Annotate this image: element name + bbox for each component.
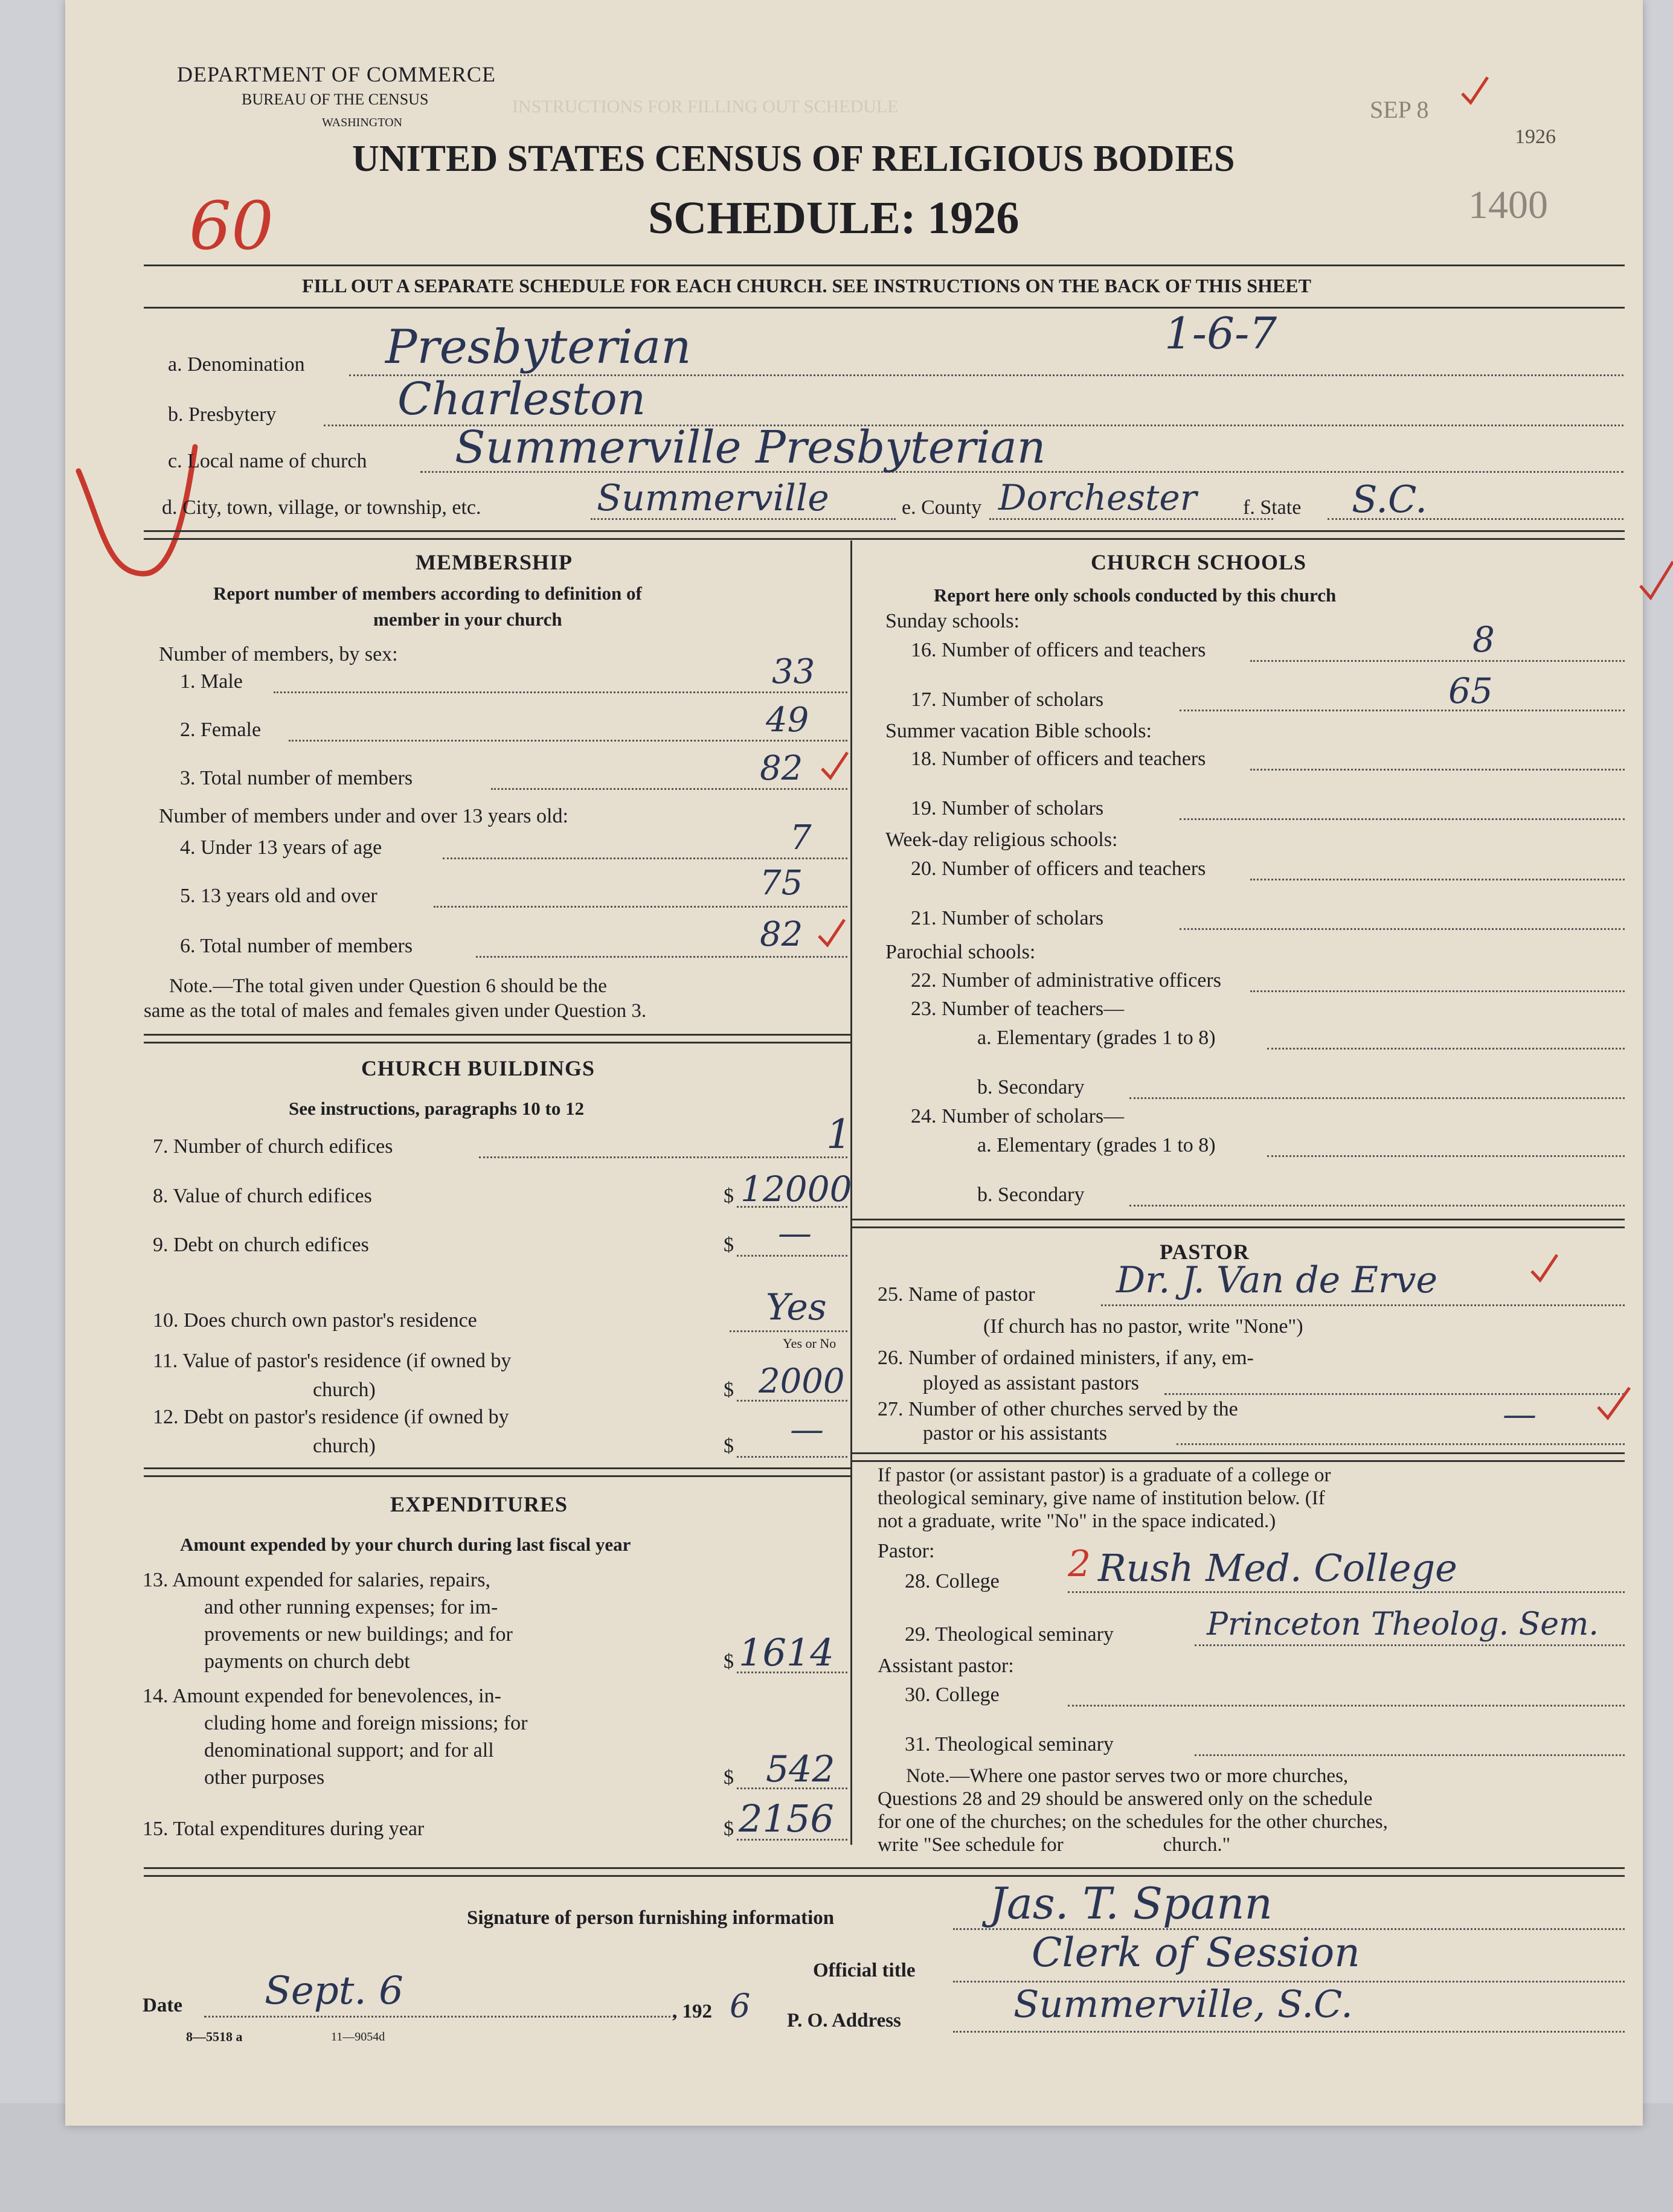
q4-value[interactable]: 7	[790, 818, 812, 858]
q18-line	[1250, 769, 1625, 771]
q27-label-2: pastor or his assistants	[923, 1422, 1108, 1444]
date-value[interactable]: Sept. 6	[265, 1969, 403, 2013]
q5-line	[434, 906, 847, 908]
instruction-banner: FILL OUT A SEPARATE SCHEDULE FOR EACH CHURCH. SEE INSTRUCTIONS ON THE BACK OF THIS SHEET	[302, 275, 1311, 297]
divider	[144, 1867, 1625, 1877]
q14-label-3: denominational support; and for all	[204, 1739, 494, 1762]
signature-label: Signature of person furnishing information	[467, 1907, 835, 1929]
q24-label: 24. Number of scholars—	[911, 1105, 1125, 1127]
q15-value[interactable]: 2156	[739, 1797, 834, 1841]
county-value[interactable]: Dorchester	[998, 477, 1197, 518]
q12-label-2: church)	[313, 1435, 376, 1457]
state-value[interactable]: S.C.	[1352, 477, 1427, 521]
q2-line	[289, 740, 847, 742]
pastor-note: Note.—Where one pastor serves two or more churches,	[906, 1765, 1349, 1787]
divider	[850, 1219, 1625, 1228]
q28-line	[1068, 1591, 1625, 1593]
assistant-heading: Assistant pastor:	[878, 1655, 1014, 1677]
q13-label-2: and other running expenses; for im-	[204, 1596, 498, 1618]
yes-no-caption: Yes or No	[783, 1336, 836, 1351]
summer-heading: Summer vacation Bible schools:	[885, 720, 1152, 742]
red-check-icon	[1527, 1250, 1563, 1286]
parochial-heading: Parochial schools:	[885, 941, 1036, 963]
q10-label: 10. Does church own pastor's residence	[153, 1309, 477, 1332]
received-stamp-year: 1926	[1515, 126, 1556, 148]
q24a-line	[1267, 1155, 1625, 1157]
q11-label-2: church)	[313, 1379, 376, 1401]
q13-label: 13. Amount expended for salaries, repairs,	[143, 1569, 490, 1591]
state-label: f. State	[1243, 496, 1302, 519]
presbytery-label: b. Presbytery	[168, 403, 277, 426]
q17-label: 17. Number of scholars	[911, 688, 1104, 711]
q1-label: 1. Male	[180, 670, 243, 693]
q14-label-4: other purposes	[204, 1766, 325, 1789]
received-stamp-date: SEP 8	[1370, 96, 1429, 123]
divider	[144, 1467, 850, 1477]
q13-dollar: $	[724, 1650, 734, 1673]
q23-label: 23. Number of teachers—	[911, 998, 1125, 1020]
q2-value[interactable]: 49	[766, 700, 809, 740]
q27-value[interactable]: —	[1503, 1395, 1537, 1434]
schools-intro: Report here only schools conducted by this church	[934, 585, 1337, 606]
q6-label: 6. Total number of members	[180, 935, 413, 957]
red-mark-icon: 2	[1068, 1543, 1091, 1585]
denomination-label: a. Denomination	[168, 353, 305, 376]
q10-value[interactable]: Yes	[766, 1286, 827, 1329]
q27-label: 27. Number of other churches served by the	[878, 1398, 1238, 1420]
q31-line	[1195, 1754, 1625, 1756]
q12-dollar: $	[724, 1435, 734, 1457]
form-title: UNITED STATES CENSUS OF RELIGIOUS BODIES	[352, 138, 1235, 179]
q27-line	[1177, 1443, 1625, 1445]
graduate-instructions-3: not a graduate, write "No" in the space indicated.)	[878, 1510, 1276, 1532]
q8-value[interactable]: 12000	[740, 1169, 852, 1210]
q31-label: 31. Theological seminary	[905, 1733, 1114, 1755]
schools-title: CHURCH SCHOOLS	[1091, 550, 1307, 574]
q6-line	[476, 956, 847, 958]
q11-value[interactable]: 2000	[759, 1362, 845, 1401]
official-title-value[interactable]: Clerk of Session	[1032, 1929, 1360, 1976]
stamp-number: 1400	[1468, 183, 1548, 227]
q3-line	[491, 788, 847, 790]
pastor-note-3: for one of the churches; on the schedules for the other churches,	[878, 1811, 1388, 1833]
pastor-note-2: Questions 28 and 29 should be answered only on the schedule	[878, 1788, 1373, 1810]
q29-label: 29. Theological seminary	[905, 1623, 1114, 1646]
q16-label: 16. Number of officers and teachers	[911, 639, 1206, 661]
year-prefix: , 192	[672, 2001, 712, 2022]
q7-value[interactable]: 1	[826, 1111, 852, 1158]
q25-value[interactable]: Dr. J. Van de Erve	[1116, 1259, 1438, 1301]
pastor-title: PASTOR	[1160, 1240, 1250, 1264]
census-schedule-form	[65, 0, 1643, 2126]
q9-line	[737, 1255, 847, 1257]
expenditures-title: EXPENDITURES	[390, 1492, 568, 1516]
q30-line	[1068, 1705, 1625, 1707]
q24b-label: b. Secondary	[977, 1184, 1085, 1206]
q25-note: (If church has no pastor, write "None")	[983, 1315, 1303, 1338]
q11-label: 11. Value of pastor's residence (if owned by	[153, 1350, 512, 1372]
q4-line	[443, 858, 847, 859]
q15-label: 15. Total expenditures during year	[143, 1818, 425, 1840]
q22-label: 22. Number of administrative officers	[911, 969, 1221, 992]
red-check-icon	[814, 915, 850, 951]
q30-label: 30. College	[905, 1684, 1000, 1706]
membership-intro: Report number of members according to definition of	[213, 583, 642, 604]
divider	[850, 1452, 1625, 1462]
buildings-intro: See instructions, paragraphs 10 to 12	[289, 1098, 585, 1119]
q21-line	[1180, 928, 1625, 930]
presbytery-value[interactable]: Charleston	[397, 373, 646, 425]
red-number-mark: 60	[189, 187, 274, 264]
red-check-icon	[1593, 1383, 1636, 1425]
q12-label: 12. Debt on pastor's residence (if owned by	[153, 1406, 509, 1428]
city-value[interactable]: Summerville	[597, 477, 829, 519]
divider	[144, 307, 1625, 309]
q21-label: 21. Number of scholars	[911, 907, 1104, 929]
city-label: d. City, town, village, or township, etc.	[162, 496, 481, 519]
age-heading: Number of members under and over 13 years old:	[159, 805, 568, 827]
q24b-line	[1129, 1205, 1625, 1207]
red-check-icon	[1457, 72, 1494, 109]
q7-line	[479, 1156, 847, 1158]
q14-label-2: cluding home and foreign missions; for	[204, 1712, 528, 1734]
buildings-title: CHURCH BUILDINGS	[361, 1056, 596, 1080]
q19-label: 19. Number of scholars	[911, 797, 1104, 819]
q11-dollar: $	[724, 1379, 734, 1401]
signature-value[interactable]: Jas. T. Spann	[989, 1878, 1273, 1929]
form-number: 8—5518 a	[186, 2029, 243, 2044]
q23a-label: a. Elementary (grades 1 to 8)	[977, 1027, 1216, 1049]
po-address-value[interactable]: Summerville, S.C.	[1013, 1982, 1353, 2026]
county-label: e. County	[902, 496, 982, 519]
q18-label: 18. Number of officers and teachers	[911, 748, 1206, 770]
q9-label: 9. Debt on church edifices	[153, 1234, 369, 1256]
weekday-heading: Week-day religious schools:	[885, 829, 1118, 851]
q14-dollar: $	[724, 1766, 734, 1789]
membership-note: Note.—The total given under Question 6 should be the	[169, 975, 607, 997]
graduate-instructions: If pastor (or assistant pastor) is a graduate of a college or	[878, 1464, 1331, 1486]
pastor-note-4: write "See schedule for church."	[878, 1834, 1231, 1856]
sunday-heading: Sunday schools:	[885, 610, 1020, 632]
date-label: Date	[143, 1995, 182, 2016]
q22-line	[1250, 990, 1625, 992]
q16-value[interactable]: 8	[1472, 619, 1495, 660]
red-check-icon	[1636, 556, 1673, 604]
q14-value[interactable]: 542	[766, 1748, 835, 1790]
expenditures-intro: Amount expended by your church during last fiscal year	[180, 1534, 631, 1555]
classification-code: 1-6-7	[1164, 308, 1277, 359]
q26-line	[1164, 1393, 1625, 1395]
q13-value[interactable]: 1614	[739, 1630, 834, 1675]
church-name-label: c. Local name of church	[168, 450, 367, 472]
membership-title: MEMBERSHIP	[416, 550, 573, 574]
q3-value[interactable]: 82	[760, 749, 803, 788]
q8-dollar: $	[724, 1185, 734, 1207]
q10-line	[730, 1330, 847, 1332]
divider	[144, 1034, 850, 1043]
official-title-label: Official title	[813, 1960, 916, 1981]
q13-label-4: payments on church debt	[204, 1650, 410, 1673]
year-value[interactable]: 6	[730, 1987, 751, 2025]
county-line	[989, 518, 1273, 520]
divider	[144, 264, 1625, 266]
by-sex-heading: Number of members, by sex:	[159, 643, 398, 665]
date-line	[204, 2016, 675, 2018]
red-check-icon	[817, 748, 853, 784]
membership-note-2: same as the total of males and females given under Question 3.	[144, 1000, 647, 1022]
q12-line	[737, 1456, 847, 1458]
q9-value[interactable]: —	[778, 1214, 812, 1253]
membership-intro-2: member in your church	[373, 609, 562, 630]
q9-dollar: $	[724, 1234, 734, 1256]
q5-value[interactable]: 75	[760, 864, 803, 903]
city-line: WASHINGTON	[322, 116, 402, 129]
q23a-line	[1267, 1048, 1625, 1050]
q28-value[interactable]: Rush Med. College	[1098, 1546, 1457, 1590]
department-line: DEPARTMENT OF COMMERCE	[177, 62, 496, 86]
q1-line	[274, 691, 847, 693]
po-address-line	[953, 2031, 1625, 2033]
church-name-value[interactable]: Summerville Presbyterian	[455, 422, 1046, 473]
q2-label: 2. Female	[180, 719, 262, 741]
q28-label: 28. College	[905, 1570, 1000, 1592]
q20-label: 20. Number of officers and teachers	[911, 858, 1206, 880]
q1-value[interactable]: 33	[772, 652, 815, 691]
q17-value[interactable]: 65	[1448, 670, 1493, 711]
divider	[144, 530, 1625, 540]
q6-value[interactable]: 82	[760, 915, 803, 954]
q23b-label: b. Secondary	[977, 1076, 1085, 1098]
q15-dollar: $	[724, 1818, 734, 1840]
denomination-value[interactable]: Presbyterian	[385, 320, 692, 374]
q29-value[interactable]: Princeton Theolog. Sem.	[1207, 1606, 1599, 1643]
q25-line	[1101, 1304, 1625, 1306]
pastor-heading: Pastor:	[878, 1540, 935, 1562]
bureau-line: BUREAU OF THE CENSUS	[242, 91, 429, 108]
q13-label-3: provements or new buildings; and for	[204, 1623, 513, 1646]
print-number: 11—9054d	[331, 2030, 385, 2044]
q23b-line	[1129, 1097, 1625, 1099]
q7-label: 7. Number of church edifices	[153, 1135, 393, 1158]
q3-label: 3. Total number of members	[180, 767, 413, 789]
show-through-text: INSTRUCTIONS FOR FILLING OUT SCHEDULE	[512, 97, 899, 117]
q16-line	[1250, 660, 1625, 662]
q5-label: 5. 13 years old and over	[180, 885, 377, 907]
q12-value[interactable]: —	[790, 1410, 824, 1449]
po-address-label: P. O. Address	[787, 2010, 901, 2031]
q26-label: 26. Number of ordained ministers, if any, em-	[878, 1347, 1254, 1369]
graduate-instructions-2: theological seminary, give name of institution below. (If	[878, 1487, 1325, 1509]
q8-label: 8. Value of church edifices	[153, 1185, 372, 1207]
q26-label-2: ployed as assistant pastors	[923, 1372, 1139, 1394]
q4-label: 4. Under 13 years of age	[180, 836, 382, 859]
q20-line	[1250, 879, 1625, 880]
q25-label: 25. Name of pastor	[878, 1283, 1035, 1306]
form-subtitle: SCHEDULE: 1926	[648, 193, 1020, 243]
q29-line	[1195, 1644, 1625, 1646]
q17-line	[1180, 710, 1625, 711]
q14-label: 14. Amount expended for benevolences, in-	[143, 1685, 501, 1707]
q19-line	[1180, 818, 1625, 820]
q24a-label: a. Elementary (grades 1 to 8)	[977, 1134, 1216, 1156]
